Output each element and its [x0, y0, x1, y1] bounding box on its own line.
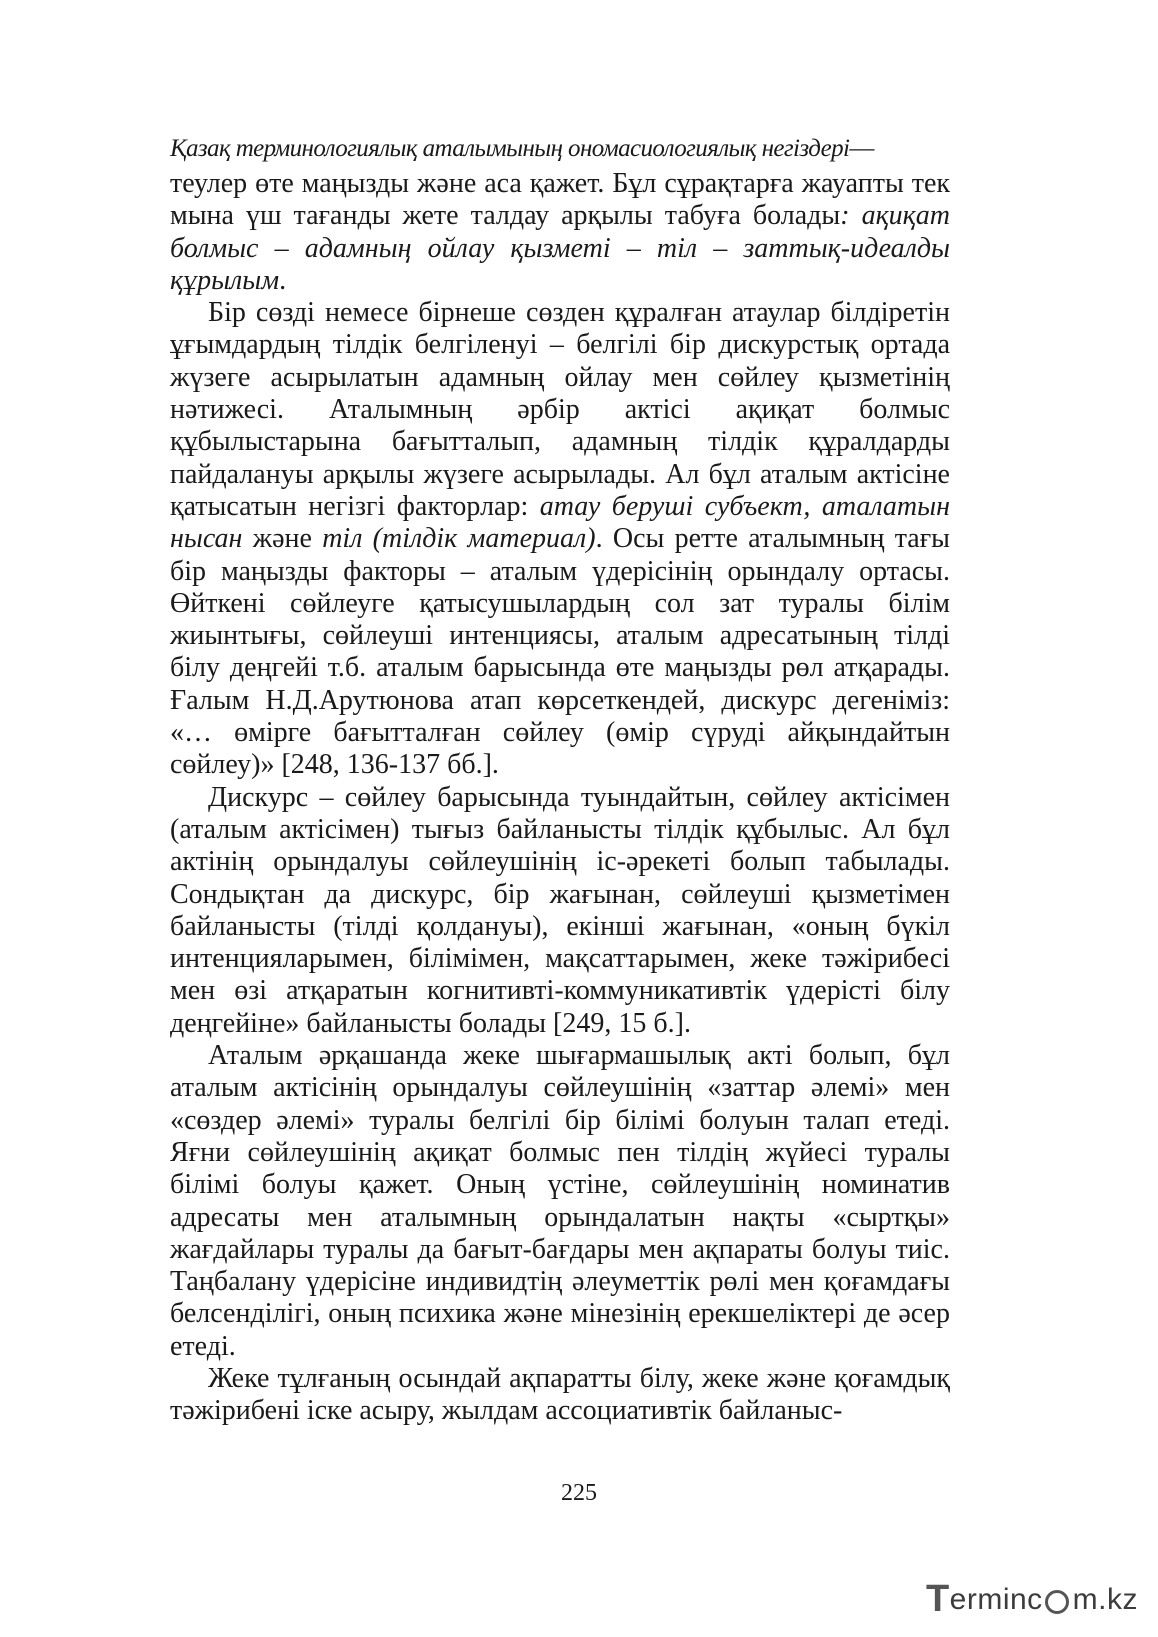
text-segment: Жеке тұлғаның осындай ақпаратты білу, жеке және қоғамдық тәжірибені іске асыру, жылдам ассоциативтік байланыс-	[170, 1362, 950, 1427]
text-segment: және	[242, 523, 323, 555]
paragraph	[170, 168, 950, 297]
italic-text-segment: атау беруші субъект, аталатын нысан	[170, 490, 951, 555]
text-segment: . Осы ретте аталымның тағы бір маңызды факторы – аталым үдерісінің орындалу ортасы. Өйткені сөйлеуге қатысушылардың сол зат туралы білім жиынтығы, сөйлеуші интенциясы, аталым адресатының тілді білу деңгейі т.б. аталым барысында өте маңызды рөл атқарады. Ғалым Н.Д.Арутюнова атап көрсеткендей, дискурс дегеніміз: «… өмірге бағытталған сөйлеу (өмір сүруді айқындайтын сөйлеу)» [248, 136-137 бб.].	[170, 523, 950, 781]
running-header-dash: —	[849, 135, 874, 162]
paragraph	[170, 297, 950, 781]
page-number: 225	[561, 1480, 597, 1506]
running-header-title: Қазақ терминологиялық аталымының ономасиологиялық негіздері	[170, 135, 850, 162]
search-icon	[1045, 1590, 1069, 1614]
watermark-text-1: erminc	[949, 1582, 1043, 1616]
text-segment: Бір сөзді немесе бірнеше сөзден құралған атаулар білдіретін ұғымдардың тілдік белгіленуі – белгілі бір дискурстық ортада жүзеге асырылатын адамның ойлау мен сөйлеу қызметінің нәтижесі. Аталымның әрбір актісі ақиқат болмыс құбылыстарына бағытталып, адамның тілдік құралдарды пайдалануы арқылы жүзеге асырылады. Ал бұл аталым актісіне қатысатын негізгі факторлар:	[170, 297, 950, 522]
watermark-t: T	[925, 1578, 950, 1620]
text-segment: .	[279, 264, 287, 296]
text-segment: Аталым әрқашанда жеке шығармашылық акті болып, бұл аталым актісінің орындалуы сөйлеушінің «заттар әлемі» мен «сөздер әлемі» туралы белгілі бір білімі болуын талап етеді. Яғни сөйлеушінің ақиқат болмыс пен тілдің жүйесі туралы білімі болуы қажет. Оның үстіне, сөйлеушінің номинатив адресаты мен аталымның орындалатын нақты «сыртқы» жағдайлары туралы да бағыт-бағдары мен ақпараты болуы тиіс. Таңбалану үдерісіне индивидтің әлеуметтік рөлі мен қоғамдағы белсенділігі, оның психика және мінезінің ерекшеліктері де әсер етеді.	[170, 1040, 950, 1362]
italic-text-segment: : ақиқат болмыс – адамның ойлау қызметі – тіл – заттық-идеалды құрылым	[170, 200, 950, 296]
paragraph	[170, 1363, 950, 1428]
text-segment: Дискурс – сөйлеу барысында туындайтын, сөйлеу актісімен (аталым актісімен) тығыз байланысты тілдік құбылыс. Ал бұл актінің орындалуы сөйлеушінің іс-әрекеті болып табылады. Сондықтан да дискурс, бір жағынан, сөйлеуші қызметімен байланысты (тілді қолдануы), екінші жағынан, «оның бүкіл интенцияларымен, білімімен, мақсаттарымен, жеке тәжірибесі мен өзі атқаратын когнитивті-коммуникативтік үдерісті білу деңгейіне» байланысты болады [249, 15 б.].	[170, 781, 950, 1039]
body-text	[170, 168, 950, 1428]
watermark-text-2: m.kz	[1072, 1582, 1138, 1616]
paragraph	[170, 1040, 950, 1363]
document-page	[170, 132, 950, 1428]
watermark-logo	[926, 1578, 1138, 1621]
italic-text-segment: тіл (тілдік материал)	[322, 523, 596, 555]
paragraph	[170, 782, 950, 1040]
running-header	[170, 132, 950, 166]
text-segment: теулер өте маңызды және аса қажет. Бұл сұрақтарға жауапты тек мына үш тағанды жете талдау арқылы табуға болады	[170, 168, 950, 232]
